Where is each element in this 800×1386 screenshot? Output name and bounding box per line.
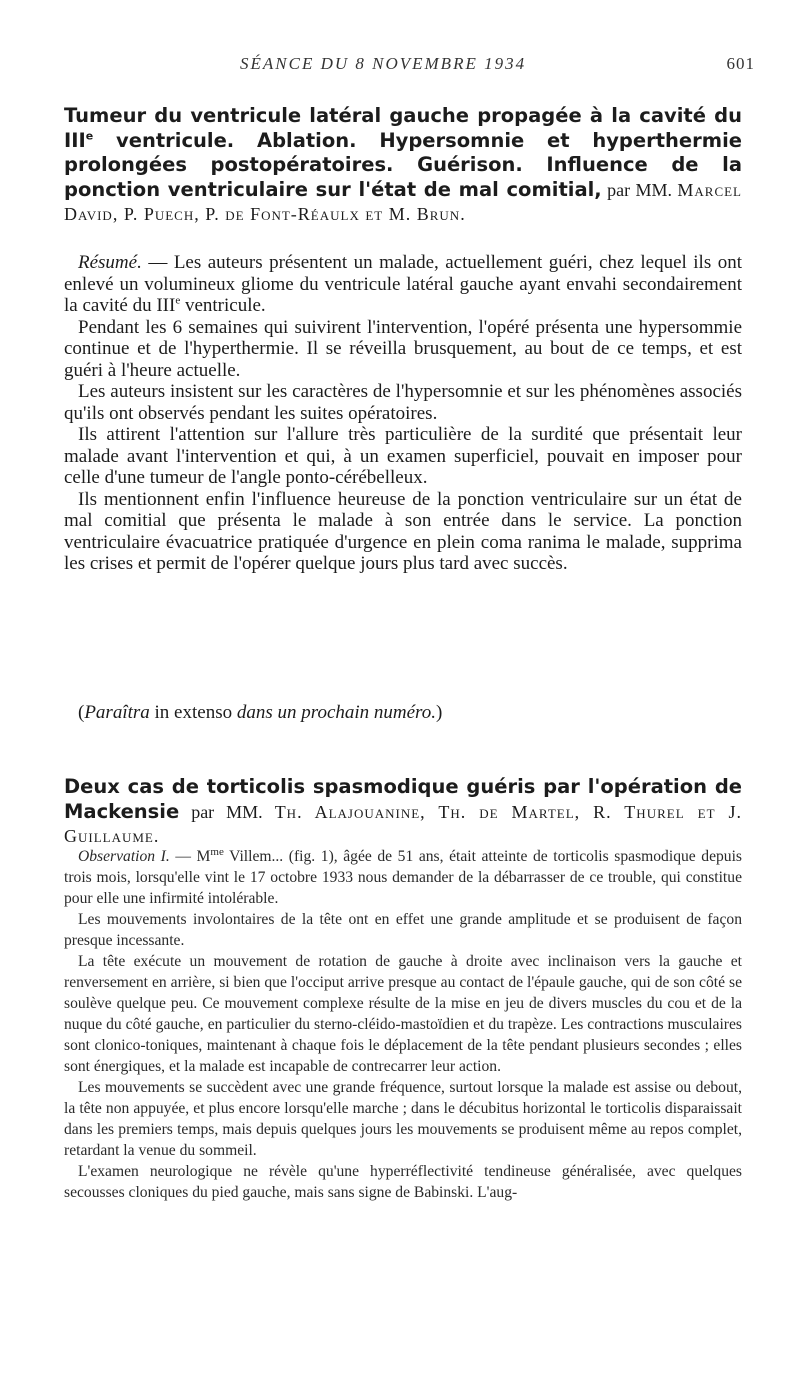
- observation-text: [64, 846, 742, 1203]
- observation-paragraph: Observation I. — $M^{me}$ Villem... (fig. 1), âgée de 51 ans, était atteinte de torticolis spasmodique depuis trois mois, lorsqu'elle vint le 17 octobre 1933 nous demander de la débarrasser de ce trouble, qui constitue pour elle une infirmité intolérable.: [64, 845, 742, 907]
- article-1-body: [64, 252, 742, 575]
- running-head: [0, 50, 800, 78]
- article-2: [64, 775, 742, 849]
- article-2-title: Deux cas de torticolis spasmodique guéris par l'opération de Mackensie par MM. Th. Alajouanine, Th. de Martel, R. Thurel et J. Guillaume.: [64, 775, 743, 846]
- observation-label: Observation I.: [78, 848, 170, 865]
- observation-paragraph: Les mouvements involontaires de la tête ont en effet une grande amplitude et se produisent de façon presque incessante.: [64, 911, 742, 949]
- article-1-title: Tumeur du ventricule latéral gauche propagée à la cavité du IIIe ventricule. Ablation. Hypersomnie et hyperthermie prolongées postopératoires. Guérison. Influence de la ponction ventriculaire sur l'état de mal comitial, par MM. Marcel David, P. Puech, P. de Font-Réaulx et M. Brun.: [64, 104, 742, 224]
- paragraph: Pendant les 6 semaines qui suivirent l'intervention, l'opéré présenta une hypersommie continue et de l'hyperthermie. Il se réveilla brusquement, au bout de ce temps, et est guéri à l'heure actuelle.: [64, 316, 742, 381]
- extenso-note: (Paraîtra in extenso dans un prochain numéro.): [78, 702, 443, 723]
- article-2-authors: Th. Alajouanine, Th. de Martel, R. Thurel et J. Guillaume.: [64, 801, 743, 846]
- article-1-note: [64, 702, 742, 724]
- resume-label: Résumé.: [78, 252, 142, 273]
- observation-paragraph: L'examen neurologique ne révèle qu'une hyperréflectivité tendineuse généralisée, avec quelques secousses cloniques du pied gauche, mais sans signe de Babinski. L'aug-: [64, 1163, 742, 1201]
- article-1-authors: Marcel David, P. Puech, P. de Font-Réaulx et M. Brun.: [64, 179, 742, 224]
- paragraph: Ils attirent l'attention sur l'allure très particulière de la surdité que présentait leur malade avant l'intervention et qui, à un examen superficiel, pouvait en imposer pour celle d'une tumeur de l'angle ponto-cérébelleux.: [64, 424, 742, 488]
- resume-paragraph: Résumé. — Les auteurs présentent un malade, actuellement guéri, chez lequel ils ont enlevé un volumineux gliome du ventricule latéral gauche ayant envahi secondairement la cavité du IIIe ventricule.: [64, 252, 742, 316]
- page-number: 601: [726, 54, 755, 73]
- observation-paragraph: La tête exécute un mouvement de rotation de gauche à droite avec inclinaison vers la gauche et renversement en arrière, si bien que l'occiput arrive presque au contact de l'épaule gauche, qui de son côté se soulève quelque peu. Ce mouvement complexe résulte de la mise en jeu de divers muscles du cou et de la nuque du côté gauche, en particulier du sterno-cléido-mastoïdien et du trapèze. Les contractions musculaires sont clonico-toniques, maintenant à chaque fois le déplacement de la tête pendant plusieurs secondes ; elles sont énergiques, et la malade est incapable de contrecarrer leur action.: [64, 953, 742, 1075]
- paragraph: Ils mentionnent enfin l'influence heureuse de la ponction ventriculaire sur un état de mal comitial que présenta le malade à son entrée dans le service. La ponction ventriculaire évacuatrice pratiquée d'urgence en plein coma ranima le malade, supprima les crises et permit de l'opérer quelque jours plus tard avec succès.: [64, 488, 742, 574]
- running-title: SÉANCE DU 8 NOVEMBRE 1934: [240, 54, 527, 73]
- paragraph: Les auteurs insistent sur les caractères de l'hypersomnie et sur les phénomènes associés qu'ils ont observés pendant les suites opératoires.: [64, 381, 742, 424]
- observation-paragraph: Les mouvements se succèdent avec une grande fréquence, surtout lorsque la malade est assise ou debout, la tête non appuyée, et plus encore lorsqu'elle marche ; dans le décubitus horizontal le torticolis disparaissait dans les premiers temps, mais depuis quelques jours les mouvements se produisent même au repos complet, retardant la venue du sommeil.: [64, 1079, 742, 1159]
- article-1: [64, 104, 742, 227]
